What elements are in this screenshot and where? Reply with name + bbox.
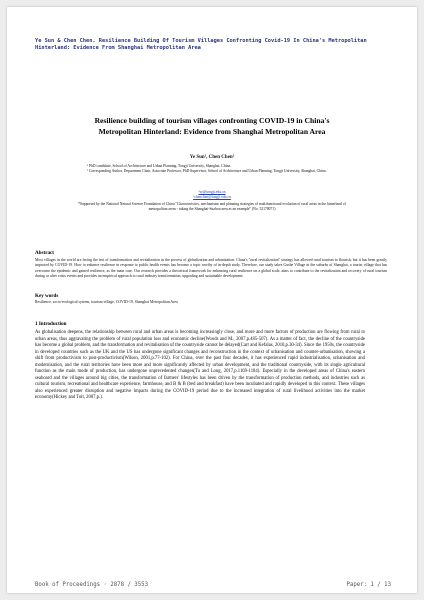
footer-proceedings: Book of Proceedings · 2878 / 3553 bbox=[35, 582, 148, 588]
keywords-heading: Key words bbox=[35, 293, 59, 299]
footer-page-number: Paper: 1 / 13 bbox=[346, 582, 391, 588]
author-emails bbox=[47, 190, 377, 201]
introduction-heading: 1 Introduction bbox=[35, 321, 67, 327]
paper-page bbox=[7, 7, 417, 593]
introduction-text: As globalisation deepens, the relationship between rural and urban areas is becoming increasingly close, and more and more factors of production are flowing from rural to urban areas, thus aggravating the problem of rural population loss and economic decline(Woods and M., 2007,p.485-507). As a matter of fact, the decline of the countryside has become a global problem, and the transformation and revitalisation of the countryside cannot be delayed(Carr and Kefalas, 2010,p.30-34). Since the 1950s, the countryside in developed countries such as the UK and the US has undergone significant changes and reconstruction in the context of urbanisation and counter-urbanisation, showing a shift from productivism to post-productivism(Wilson, 2001,p.77-102). For China, over the past four decades, it has experienced rapid industrialisation, urbanisation and modernisation, and the rural territories have been more and more significantly affected by urban development, and the traditional countryside, with its single agricultural function as the main mode of production, has undergone unprecedented changes(Tu and Long, 2017,p.1169-1184). Especially in the developed areas of China's eastern seaboard and the villages around big cities, the transformation of farmers' lifestyles has been driven by the transformation of production methods, and industries such as cultural tourism, recreational and healthcare experience, farmhouse, and B & B (bed and breakfast) have been incubated and rapidly developed in this context. These villages also experienced greater disruption and negative impacts during the COVID-19 period due to the increased integration of rural livelihood activities into the market economy(Hickey and Toit, 2007,p.). bbox=[35, 330, 365, 400]
abstract-heading: Abstract bbox=[35, 250, 54, 256]
affiliation-1: ¹ PhD candidate, School of Architecture and Urban Planning, Tongji University, Shanghai, China. bbox=[87, 164, 232, 168]
running-head: Ye Sun & Chen Chen. Resilience Building Of Tourism Villages Confronting Covid-19 In China's Metropolitan Hinterland: Evidence From Shanghai Metropolitan Area bbox=[35, 38, 367, 52]
affiliations bbox=[87, 164, 337, 175]
authors: Ye Sun¹, Chen Chen² bbox=[189, 155, 235, 160]
abstract-text: Most villages in the world are facing the test of transformation and revitalization in the process of globalization and urbanization. China's "rural revitalization" strategy has allowed rural tourism to flourish, but it has been greatly impacted by COVID-19. How to enhance resilience in response to public health events has become a topic worthy of in-depth study. Therefore, our study takes Gushe Village in the suburbs of Shanghai, a tourist village that has overcome the epidemic and gained resilience, as the main case. Our research provides a theoretical framework for enhancing rural resilience on a global scale, aims to contribute to the revitalization and recovery of rural tourism during or after crisis events and provides an empirical approach to rural industry transformation, upgrading and sustainable development. bbox=[35, 258, 387, 278]
affiliation-2: ² Corresponding Author, Department Chair, Associate Professor, PhD Supervisor, School of Architecture and Urban Planning, Tongji University, Shanghai, China. bbox=[87, 169, 327, 174]
email-link-2[interactable]: ²chenchen@tongji.edu.cn bbox=[193, 195, 231, 200]
keywords-text: Resilience, socio-ecological system, tourism village, COVID-19, Shanghai Metropolitan Area bbox=[35, 300, 178, 304]
email-link-1[interactable]: ¹sy@tongji.edu.cn bbox=[198, 190, 226, 194]
paper-title: Resilience building of tourism villages confronting COVID-19 in China's Metropolitan Hinterland: Evidence from Shanghai Metropolitan Area bbox=[94, 116, 330, 136]
funding-note: *Supported by the National Natural Science Foundation of China "Characteristics, mechanisms and planning strategies of multifunctional evolution of rural areas in the hinterland of metropolitan areas - taking the Shanghai-Suzhou area as an example" (No. 52178071) bbox=[78, 202, 346, 212]
